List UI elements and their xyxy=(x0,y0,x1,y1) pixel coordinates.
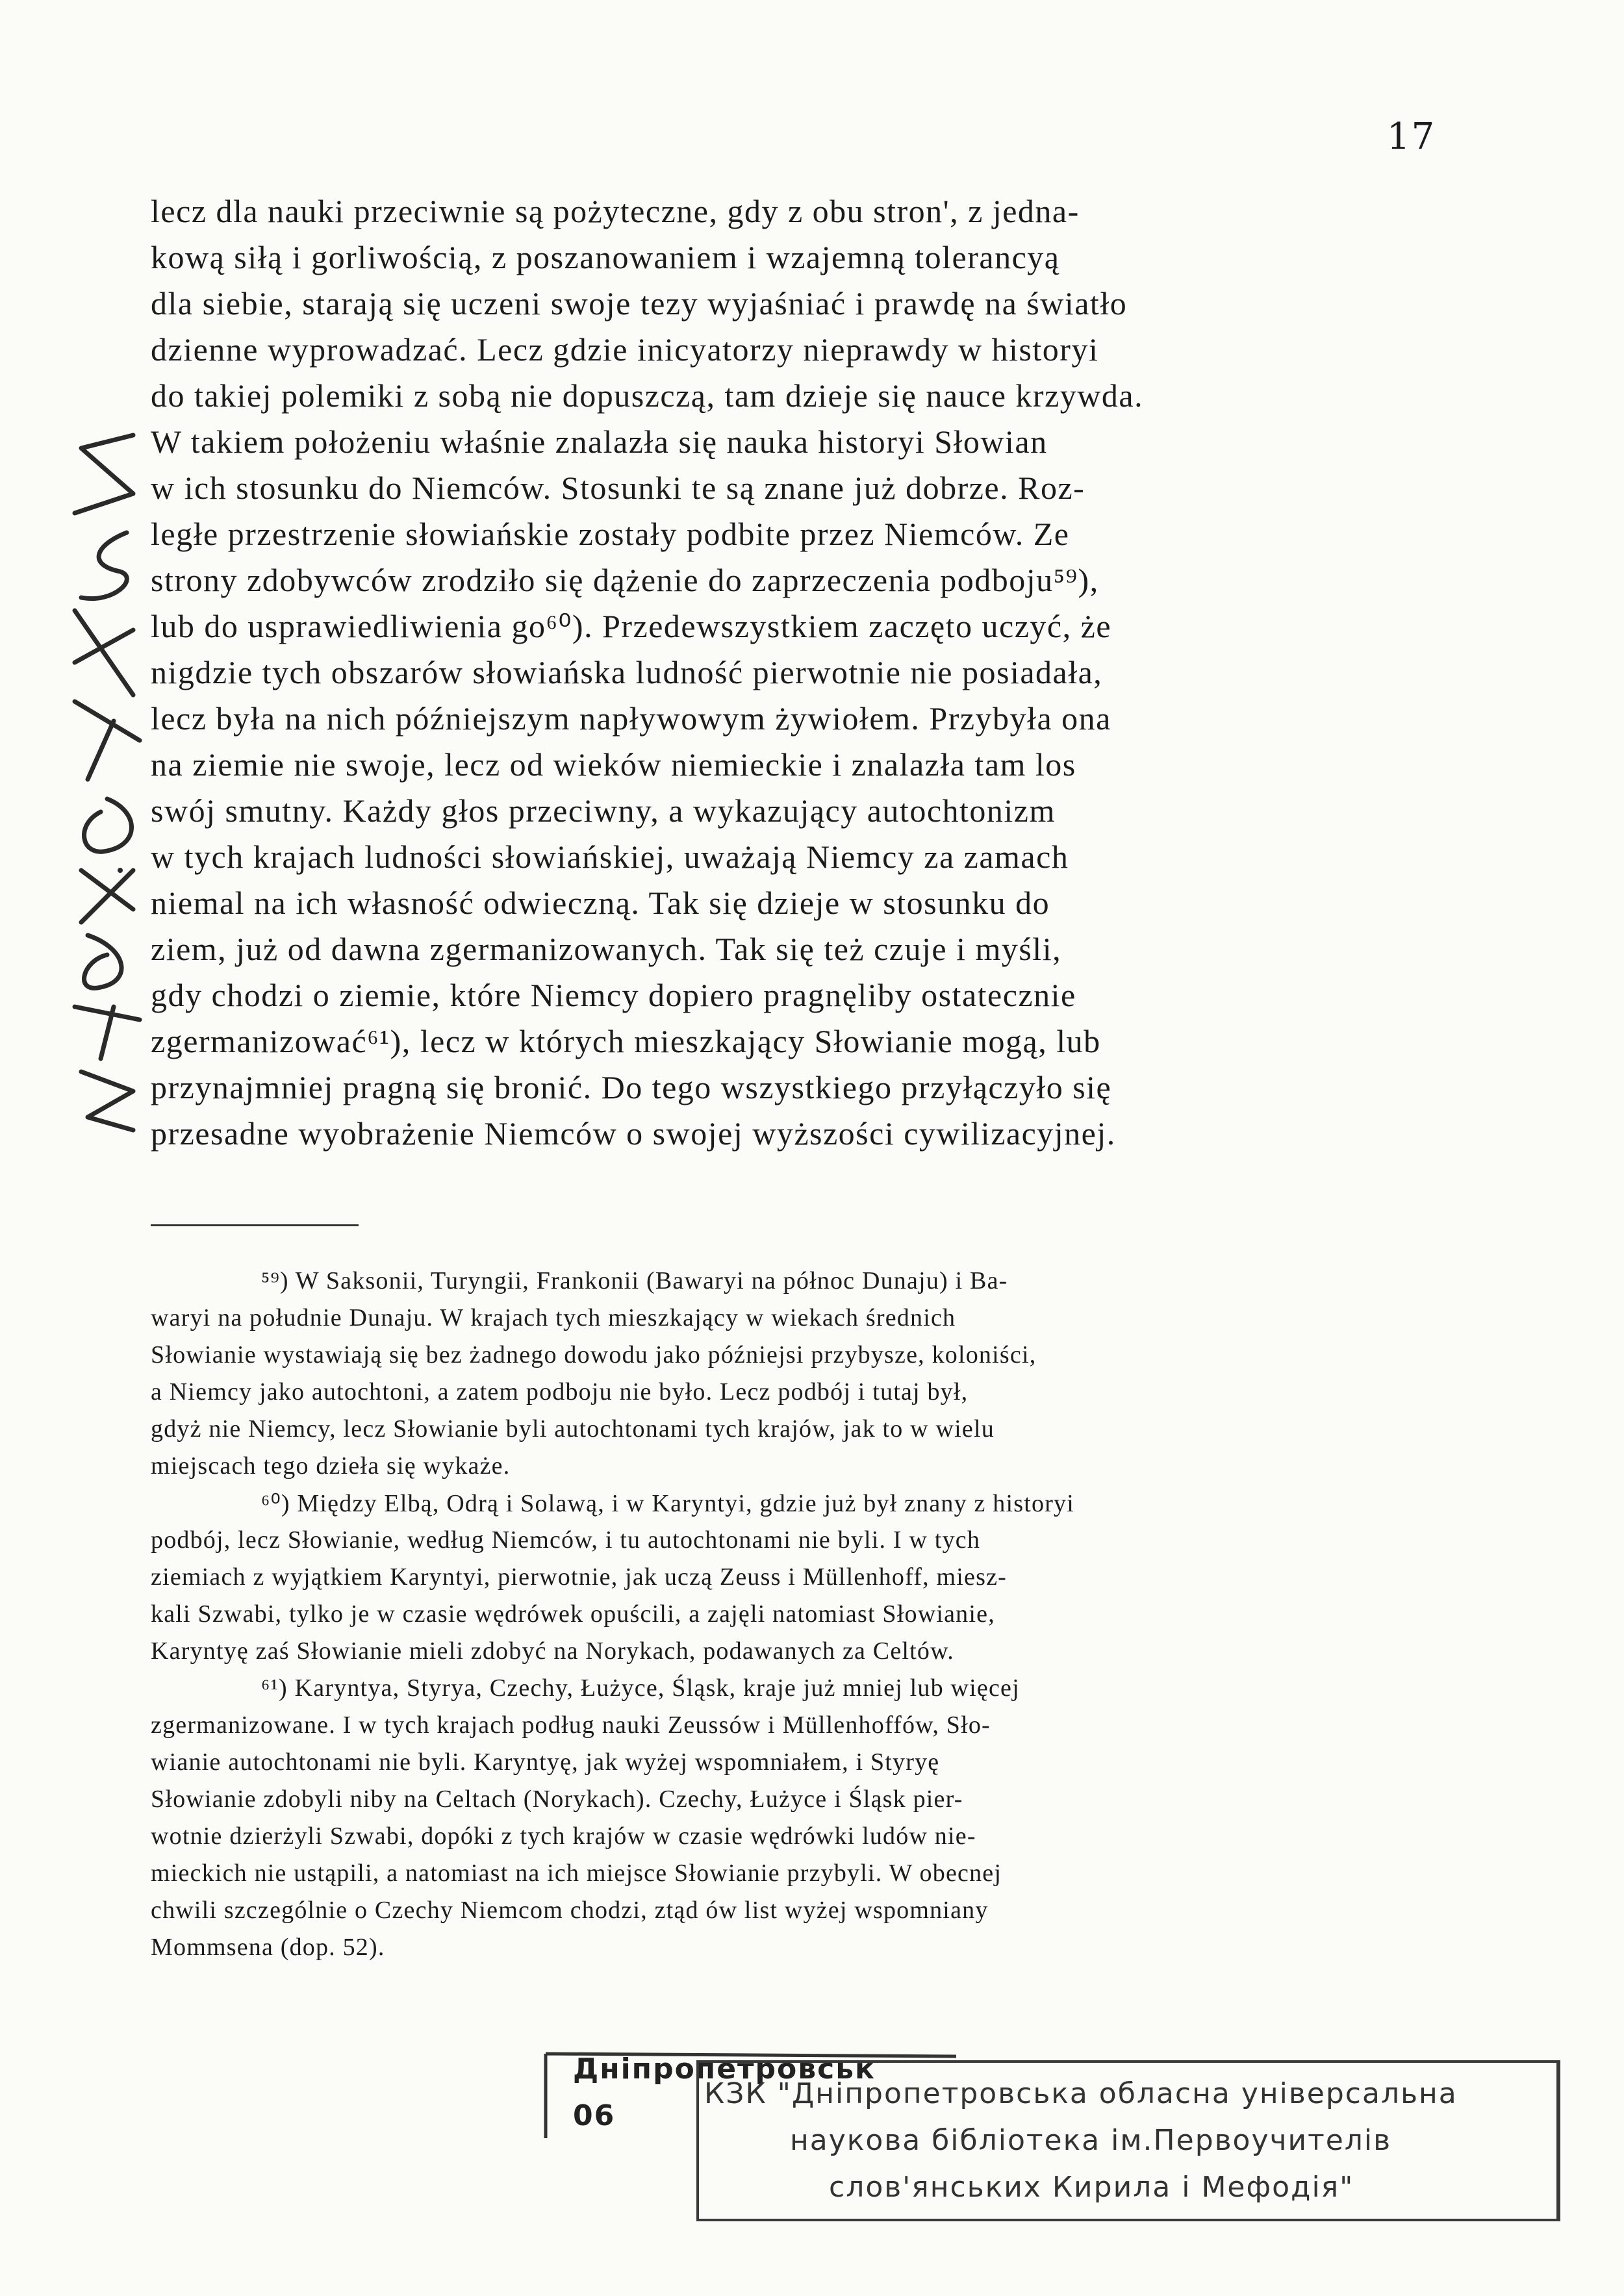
footnote-line: gdyż nie Niemcy, lecz Słowianie byli autochtonami tych krajów, jak to w wielu xyxy=(151,1415,995,1443)
footnote-line: miejscach tego dzieła się wykaże. xyxy=(151,1452,511,1480)
page-number: 17 xyxy=(1387,116,1436,158)
body-line: lub do usprawiedliwienia go⁶⁰). Przedewszystkiem zaczęto uczyć, że xyxy=(151,608,1112,644)
footnote-line: mieckich nie ustąpili, a natomiast na ich miejsce Słowianie przybyli. W obecnej xyxy=(151,1860,1002,1887)
body-line: dla siebie, starają się uczeni swoje tezy wyjaśniać i prawdę na światło xyxy=(151,285,1128,322)
body-line: niemal na ich własność odwieczną. Tak się dzieje w stosunku do xyxy=(151,885,1050,921)
footnote-line: waryi na południe Dunaju. W krajach tych mieszkający w wiekach średnich xyxy=(151,1304,956,1331)
body-line: na ziemie nie swoje, lecz od wieków niemieckie i znalazła tam los xyxy=(151,746,1076,783)
body-line: dzienne wyprowadzać. Lecz gdzie inicyatorzy nieprawdy w historyi xyxy=(151,331,1099,368)
body-line: ziem, już od dawna zgermanizowanych. Tak się też czuje i myśli, xyxy=(151,931,1062,967)
footnote-line: wotnie dzierżyli Szwabi, dopóki z tych krajów w czasie wędrówki ludów nie- xyxy=(151,1823,976,1850)
body-line: lecz dla nauki przeciwnie są pożyteczne, gdy z obu stron', z jedna- xyxy=(151,193,1080,229)
stamp-line: слов'янських Кирила і Мефодія" xyxy=(829,2171,1354,2204)
stamp-line: КЗК "Дніпропетровська обласна універсальна xyxy=(704,2077,1458,2110)
footnote-line: podbój, lecz Słowianie, według Niemców, i tu autochtonami nie byli. I w tych xyxy=(151,1526,981,1554)
footnote-line: ziemiach z wyjątkiem Karyntyi, pierwotnie, jak uczą Zeuss i Müllenhoff, miesz- xyxy=(151,1563,1008,1591)
footnote-line: Słowianie zdobyli niby na Celtach (Norykach). Czechy, Łużyce i Śląsk pier- xyxy=(151,1785,963,1813)
stamp-line: наукова бібліотека ім.Первоучителів xyxy=(790,2124,1392,2157)
body-line: swój smutny. Każdy głos przeciwny, a wykazujący autochtonizm xyxy=(151,792,1056,829)
body-line: w tych krajach ludności słowiańskiej, uważają Niemcy za zamach xyxy=(151,839,1069,875)
footnote-line: chwili szczególnie o Czechy Niemcom chodzi, ztąd ów list wyżej wspomniany xyxy=(151,1897,989,1924)
body-line: przesadne wyobrażenie Niemców o swojej wyższości cywilizacyjnej. xyxy=(151,1115,1116,1152)
body-line: do takiej polemiki z sobą nie dopuszczą, tam dzieje się nauce krzywda. xyxy=(151,377,1144,414)
body-line: lecz była na nich późniejszym napływowym żywiołem. Przybyła ona xyxy=(151,700,1111,737)
body-line: strony zdobywców zrodziło się dążenie do zaprzeczenia podboju⁵⁹), xyxy=(151,562,1099,598)
stamp-left-line: Днiпропетровськ xyxy=(573,2052,876,2086)
body-line: przynajmniej pragną się bronić. Do tego wszystkiego przyłączyło się xyxy=(151,1069,1112,1105)
body-line: W takiem położeniu właśnie znalazła się nauka historyi Słowian xyxy=(151,423,1048,460)
library-stamp xyxy=(696,2060,1560,2221)
body-line: w ich stosunku do Niemców. Stosunki te są znane już dobrze. Roz- xyxy=(151,470,1085,506)
footnote-line: zgermanizowane. I w tych krajach podług nauki Zeussów i Müllenhoffów, Sło- xyxy=(151,1711,991,1739)
footnote-separator xyxy=(151,1224,359,1226)
stamp-left-line: 06 xyxy=(573,2099,616,2132)
body-line: nigdzie tych obszarów słowiańska ludność pierwotnie nie posiadała, xyxy=(151,654,1103,690)
footnote-line: ⁶¹) Karyntya, Styrya, Czechy, Łużyce, Śląsk, kraje już mniej lub więcej xyxy=(261,1674,1020,1702)
footnote-line: ⁶⁰) Między Elbą, Odrą i Solawą, i w Karyntyi, gdzie już był znany z historyi xyxy=(261,1490,1074,1517)
footnote-line: ⁵⁹) W Saksonii, Turyngii, Frankonii (Bawaryi na północ Dunaju) i Ba- xyxy=(261,1267,1008,1294)
body-line: kową siłą i gorliwością, z poszanowaniem i wzajemną tolerancyą xyxy=(151,239,1060,275)
handwritten-margin-note xyxy=(36,416,166,1143)
body-line: zgermanizować⁶¹), lecz w których mieszkający Słowianie mogą, lub xyxy=(151,1023,1101,1059)
footnote-line: Karyntyę zaś Słowianie mieli zdobyć na Norykach, podawanych za Celtów. xyxy=(151,1637,954,1665)
footnote-line: Mommsena (dop. 52). xyxy=(151,1934,385,1961)
body-line: gdy chodzi o ziemie, które Niemcy dopiero pragnęliby ostatecznie xyxy=(151,977,1076,1013)
footnote-line: a Niemcy jako autochtoni, a zatem podboju nie było. Lecz podbój i tutaj był, xyxy=(151,1378,969,1406)
footnote-line: wianie autochtonami nie byli. Karyntyę, jak wyżej wspomniałem, i Styryę xyxy=(151,1748,940,1776)
footnote-line: Słowianie wystawiają się bez żadnego dowodu jako późniejsi przybysze, koloniści, xyxy=(151,1341,1037,1369)
body-line: ległe przestrzenie słowiańskie zostały podbite przez Niemców. Ze xyxy=(151,516,1070,552)
footnote-line: kali Szwabi, tylko je w czasie wędrówek opuścili, a zajęli natomiast Słowianie, xyxy=(151,1600,995,1628)
